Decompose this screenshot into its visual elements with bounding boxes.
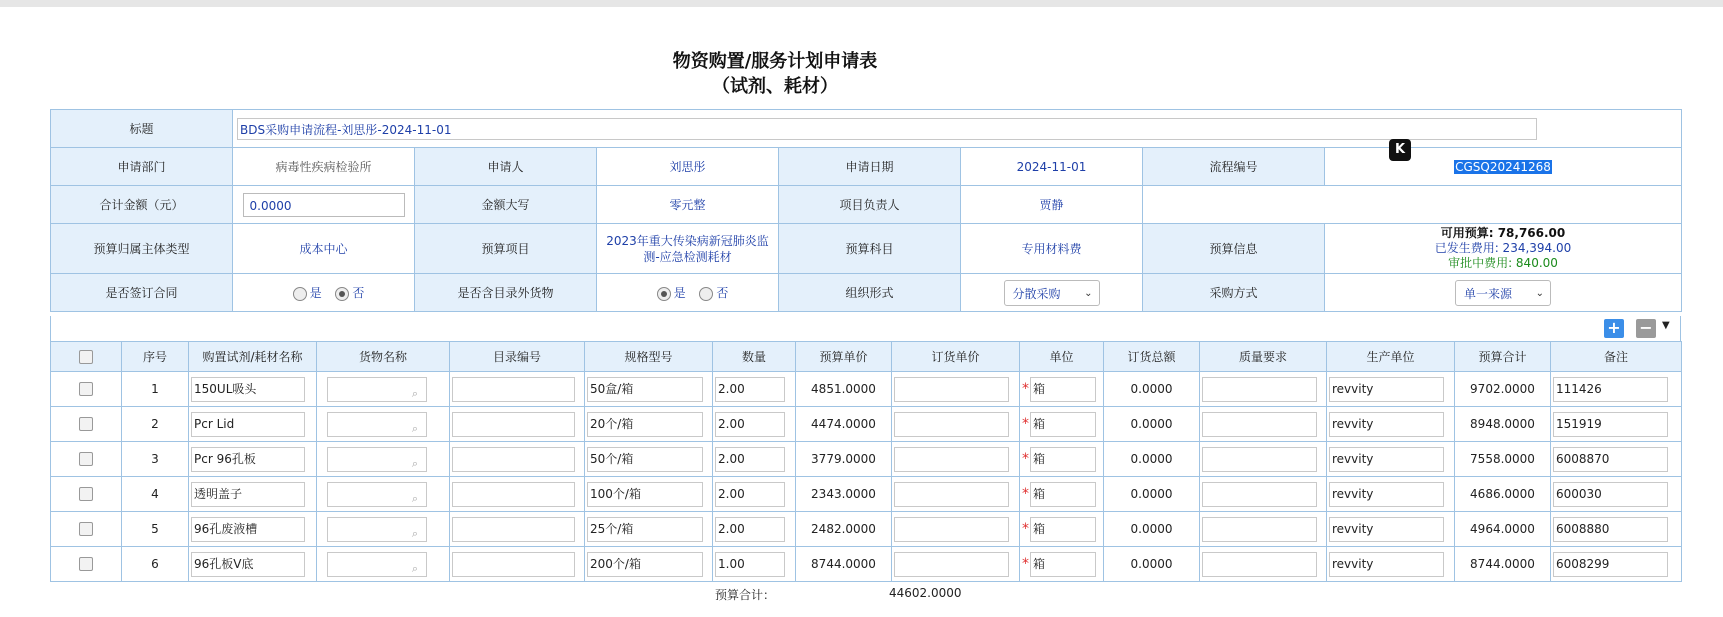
outside-radio-group bbox=[597, 274, 779, 312]
table-row bbox=[51, 407, 1682, 442]
applicant-value: 刘思彤 bbox=[597, 148, 779, 186]
goods-name-input[interactable] bbox=[327, 377, 427, 402]
item-name-input[interactable]: 96孔废液槽 bbox=[191, 517, 305, 542]
col-header: 货物名称 bbox=[317, 342, 450, 372]
unit-input[interactable]: 箱 bbox=[1030, 482, 1096, 507]
contract-yes-radio[interactable] bbox=[293, 287, 307, 301]
browser-top-strip bbox=[0, 0, 1723, 7]
order-total: 0.0000 bbox=[1104, 477, 1200, 512]
budget-price: 8744.0000 bbox=[796, 547, 892, 582]
dept-value: 病毒性疾病检验所 bbox=[233, 148, 415, 186]
search-icon[interactable]: ⌕ bbox=[411, 456, 418, 470]
empty-cell bbox=[1143, 186, 1682, 224]
remark-input[interactable]: 600030 bbox=[1553, 482, 1668, 507]
outside-yes-radio[interactable] bbox=[657, 287, 671, 301]
select-all-header bbox=[51, 342, 122, 372]
org-form-selected: 分散采购 bbox=[1012, 286, 1061, 301]
chevron-down-icon: ⌄ bbox=[1084, 287, 1093, 299]
order-price-input[interactable] bbox=[894, 552, 1009, 577]
select-all-checkbox[interactable] bbox=[79, 350, 93, 364]
order-price-input[interactable] bbox=[894, 377, 1009, 402]
row-checkbox[interactable] bbox=[79, 557, 93, 571]
header-form-table bbox=[50, 109, 1682, 312]
spec-input[interactable]: 20个/箱 bbox=[587, 412, 703, 437]
budget-total: 4686.0000 bbox=[1455, 477, 1551, 512]
remark-input[interactable]: 111426 bbox=[1553, 377, 1668, 402]
goods-name-input[interactable] bbox=[327, 482, 427, 507]
flow-no-value[interactable]: CGSQ20241268 bbox=[1455, 159, 1551, 174]
budget-pending: 审批中费用: 840.00 bbox=[1448, 256, 1558, 270]
col-header: 生产单位 bbox=[1327, 342, 1455, 372]
chevron-down-icon: ⌄ bbox=[1535, 287, 1544, 299]
col-header: 预算合计 bbox=[1455, 342, 1551, 372]
pm-label: 项目负责人 bbox=[779, 186, 961, 224]
catalog-no-input[interactable] bbox=[452, 482, 575, 507]
budget-info-label: 预算信息 bbox=[1143, 224, 1325, 274]
goods-name-input[interactable] bbox=[327, 447, 427, 472]
form-title: 物资购置/服务计划申请表 bbox=[672, 51, 878, 72]
quantity-input[interactable]: 1.00 bbox=[715, 552, 785, 577]
col-header: 序号 bbox=[122, 342, 189, 372]
order-total: 0.0000 bbox=[1104, 547, 1200, 582]
search-icon[interactable]: ⌕ bbox=[411, 491, 418, 505]
purchase-method-selected: 单一来源 bbox=[1464, 286, 1513, 301]
required-star-icon: * bbox=[1022, 451, 1029, 467]
budget-total: 4964.0000 bbox=[1455, 512, 1551, 547]
contract-no-label: 否 bbox=[352, 286, 365, 300]
unit-input[interactable]: 箱 bbox=[1030, 377, 1096, 402]
required-star-icon: * bbox=[1022, 521, 1029, 537]
caret-down-icon[interactable]: ▼ bbox=[1662, 320, 1670, 331]
col-header: 质量要求 bbox=[1200, 342, 1327, 372]
budget-total: 9702.0000 bbox=[1455, 372, 1551, 407]
remark-input[interactable]: 151919 bbox=[1553, 412, 1668, 437]
dept-label: 申请部门 bbox=[51, 148, 233, 186]
budget-item-label: 预算项目 bbox=[415, 224, 597, 274]
row-checkbox[interactable] bbox=[79, 522, 93, 536]
row-checkbox[interactable] bbox=[79, 417, 93, 431]
col-header: 购置试剂/耗材名称 bbox=[189, 342, 317, 372]
goods-name-input[interactable] bbox=[327, 412, 427, 437]
budget-type-label: 预算归属主体类型 bbox=[51, 224, 233, 274]
budget-subject-label: 预算科目 bbox=[779, 224, 961, 274]
budget-price: 2482.0000 bbox=[796, 512, 892, 547]
goods-name-input[interactable] bbox=[327, 517, 427, 542]
row-no: 3 bbox=[122, 442, 189, 477]
item-name-input[interactable]: Pcr 96孔板 bbox=[191, 447, 305, 472]
col-header: 订货总额 bbox=[1104, 342, 1200, 372]
org-form-select[interactable] bbox=[1004, 280, 1100, 306]
budget-subject-value: 专用材料费 bbox=[961, 224, 1143, 274]
budget-total-value: 44602.0000 bbox=[889, 586, 962, 600]
org-form-label: 组织形式 bbox=[779, 274, 961, 312]
contract-radio-group bbox=[233, 274, 415, 312]
required-star-icon: * bbox=[1022, 381, 1029, 397]
applicant-label: 申请人 bbox=[415, 148, 597, 186]
manufacturer-input[interactable]: revvity bbox=[1329, 377, 1444, 402]
outside-label: 是否含目录外货物 bbox=[415, 274, 597, 312]
grid-body bbox=[51, 372, 1682, 582]
remark-input[interactable]: 6008880 bbox=[1553, 517, 1668, 542]
form-subtitle: （试剂、耗材） bbox=[712, 76, 838, 97]
budget-item-value: 2023年重大传染病新冠肺炎监测-应急检测耗材 bbox=[597, 224, 779, 274]
spec-input[interactable]: 200个/箱 bbox=[587, 552, 703, 577]
catalog-no-input[interactable] bbox=[452, 412, 575, 437]
budget-price: 4851.0000 bbox=[796, 372, 892, 407]
row-no: 2 bbox=[122, 407, 189, 442]
unit-input[interactable]: 箱 bbox=[1030, 517, 1096, 542]
spec-input[interactable]: 50个/箱 bbox=[587, 447, 703, 472]
row-checkbox[interactable] bbox=[79, 452, 93, 466]
table-row bbox=[51, 442, 1682, 477]
col-header: 数量 bbox=[713, 342, 796, 372]
col-header: 预算单价 bbox=[796, 342, 892, 372]
table-row bbox=[51, 372, 1682, 407]
quantity-input[interactable]: 2.00 bbox=[715, 447, 785, 472]
contract-label: 是否签订合同 bbox=[51, 274, 233, 312]
catalog-no-input[interactable] bbox=[452, 447, 575, 472]
table-row bbox=[51, 547, 1682, 582]
table-row bbox=[51, 512, 1682, 547]
purchase-method-select[interactable] bbox=[1455, 280, 1551, 306]
minus-icon[interactable]: − bbox=[1636, 319, 1656, 338]
unit-input[interactable]: 箱 bbox=[1030, 447, 1096, 472]
quality-input[interactable] bbox=[1202, 552, 1317, 577]
date-label: 申请日期 bbox=[779, 148, 961, 186]
quantity-input[interactable]: 2.00 bbox=[715, 412, 785, 437]
row-checkbox[interactable] bbox=[79, 382, 93, 396]
goods-name-input[interactable] bbox=[327, 552, 427, 577]
required-star-icon: * bbox=[1022, 556, 1029, 572]
quantity-input[interactable]: 2.00 bbox=[715, 377, 785, 402]
order-price-input[interactable] bbox=[894, 447, 1009, 472]
spec-input[interactable]: 50盒/箱 bbox=[587, 377, 703, 402]
col-header: 订货单价 bbox=[892, 342, 1020, 372]
quality-input[interactable] bbox=[1202, 482, 1317, 507]
catalog-no-input[interactable] bbox=[452, 377, 575, 402]
row-no: 6 bbox=[122, 547, 189, 582]
budget-price: 3779.0000 bbox=[796, 442, 892, 477]
row-no: 4 bbox=[122, 477, 189, 512]
quality-input[interactable] bbox=[1202, 377, 1317, 402]
budget-total: 8744.0000 bbox=[1455, 547, 1551, 582]
quality-input[interactable] bbox=[1202, 517, 1317, 542]
search-icon[interactable]: ⌕ bbox=[411, 561, 418, 575]
contract-no-radio[interactable] bbox=[335, 287, 349, 301]
manufacturer-input[interactable]: revvity bbox=[1329, 517, 1444, 542]
order-total: 0.0000 bbox=[1104, 442, 1200, 477]
title-input[interactable]: BDS采购申请流程-刘思彤-2024-11-01 bbox=[237, 118, 1537, 140]
required-star-icon: * bbox=[1022, 416, 1029, 432]
outside-no-label: 否 bbox=[716, 286, 729, 300]
plus-icon[interactable]: + bbox=[1604, 319, 1624, 338]
spec-input[interactable]: 100个/箱 bbox=[587, 482, 703, 507]
amount-cn-value: 零元整 bbox=[597, 186, 779, 224]
budget-price: 2343.0000 bbox=[796, 477, 892, 512]
contract-yes-label: 是 bbox=[309, 286, 322, 300]
search-icon[interactable]: ⌕ bbox=[411, 526, 418, 540]
col-header: 备注 bbox=[1551, 342, 1682, 372]
total-label: 合计金额（元） bbox=[51, 186, 233, 224]
outside-no-radio[interactable] bbox=[699, 287, 713, 301]
pm-value: 贾静 bbox=[961, 186, 1143, 224]
budget-price: 4474.0000 bbox=[796, 407, 892, 442]
remark-input[interactable]: 6008299 bbox=[1553, 552, 1668, 577]
order-total: 0.0000 bbox=[1104, 512, 1200, 547]
required-star-icon: * bbox=[1022, 486, 1029, 502]
quantity-input[interactable]: 2.00 bbox=[715, 482, 785, 507]
quality-input[interactable] bbox=[1202, 447, 1317, 472]
row-checkbox[interactable] bbox=[79, 487, 93, 501]
quality-input[interactable] bbox=[1202, 412, 1317, 437]
quantity-input[interactable]: 2.00 bbox=[715, 517, 785, 542]
budget-total-label: 预算合计： bbox=[715, 588, 776, 602]
order-total: 0.0000 bbox=[1104, 407, 1200, 442]
order-total: 0.0000 bbox=[1104, 372, 1200, 407]
items-grid bbox=[50, 341, 1682, 582]
remark-input[interactable]: 6008870 bbox=[1553, 447, 1668, 472]
date-value: 2024-11-01 bbox=[961, 148, 1143, 186]
total-amount-input[interactable]: 0.0000 bbox=[243, 193, 405, 217]
budget-info bbox=[1325, 224, 1682, 274]
catalog-no-input[interactable] bbox=[452, 552, 575, 577]
search-icon[interactable]: ⌕ bbox=[411, 386, 418, 400]
item-name-input[interactable]: 150UL吸头 bbox=[191, 377, 305, 402]
outside-yes-label: 是 bbox=[673, 286, 686, 300]
title-label: 标题 bbox=[51, 110, 233, 148]
amount-cn-label: 金额大写 bbox=[415, 186, 597, 224]
table-row bbox=[51, 477, 1682, 512]
grid-toolbar bbox=[50, 316, 1681, 341]
manufacturer-input[interactable]: revvity bbox=[1329, 447, 1444, 472]
manufacturer-input[interactable]: revvity bbox=[1329, 552, 1444, 577]
col-header: 单位 bbox=[1020, 342, 1104, 372]
order-price-input[interactable] bbox=[894, 412, 1009, 437]
row-no: 1 bbox=[122, 372, 189, 407]
manufacturer-input[interactable]: revvity bbox=[1329, 482, 1444, 507]
item-name-input[interactable]: 透明盖子 bbox=[191, 482, 305, 507]
budget-available: 可用预算: 78,766.00 bbox=[1440, 226, 1566, 240]
order-price-input[interactable] bbox=[894, 517, 1009, 542]
catalog-no-input[interactable] bbox=[452, 517, 575, 542]
k-extension-icon[interactable]: K bbox=[1389, 139, 1411, 161]
row-no: 5 bbox=[122, 512, 189, 547]
unit-input[interactable]: 箱 bbox=[1030, 412, 1096, 437]
order-price-input[interactable] bbox=[894, 482, 1009, 507]
flow-no-label: 流程编号 bbox=[1143, 148, 1325, 186]
col-header: 规格型号 bbox=[585, 342, 713, 372]
search-icon[interactable]: ⌕ bbox=[411, 421, 418, 435]
spec-input[interactable]: 25个/箱 bbox=[587, 517, 703, 542]
unit-input[interactable]: 箱 bbox=[1030, 552, 1096, 577]
budget-type-value: 成本中心 bbox=[233, 224, 415, 274]
budget-spent: 已发生费用: 234,394.00 bbox=[1434, 241, 1572, 255]
item-name-input[interactable]: Pcr Lid bbox=[191, 412, 305, 437]
budget-total: 8948.0000 bbox=[1455, 407, 1551, 442]
budget-total: 7558.0000 bbox=[1455, 442, 1551, 477]
item-name-input[interactable]: 96孔板V底 bbox=[191, 552, 305, 577]
col-header: 目录编号 bbox=[450, 342, 585, 372]
purchase-method-label: 采购方式 bbox=[1143, 274, 1325, 312]
manufacturer-input[interactable]: revvity bbox=[1329, 412, 1444, 437]
